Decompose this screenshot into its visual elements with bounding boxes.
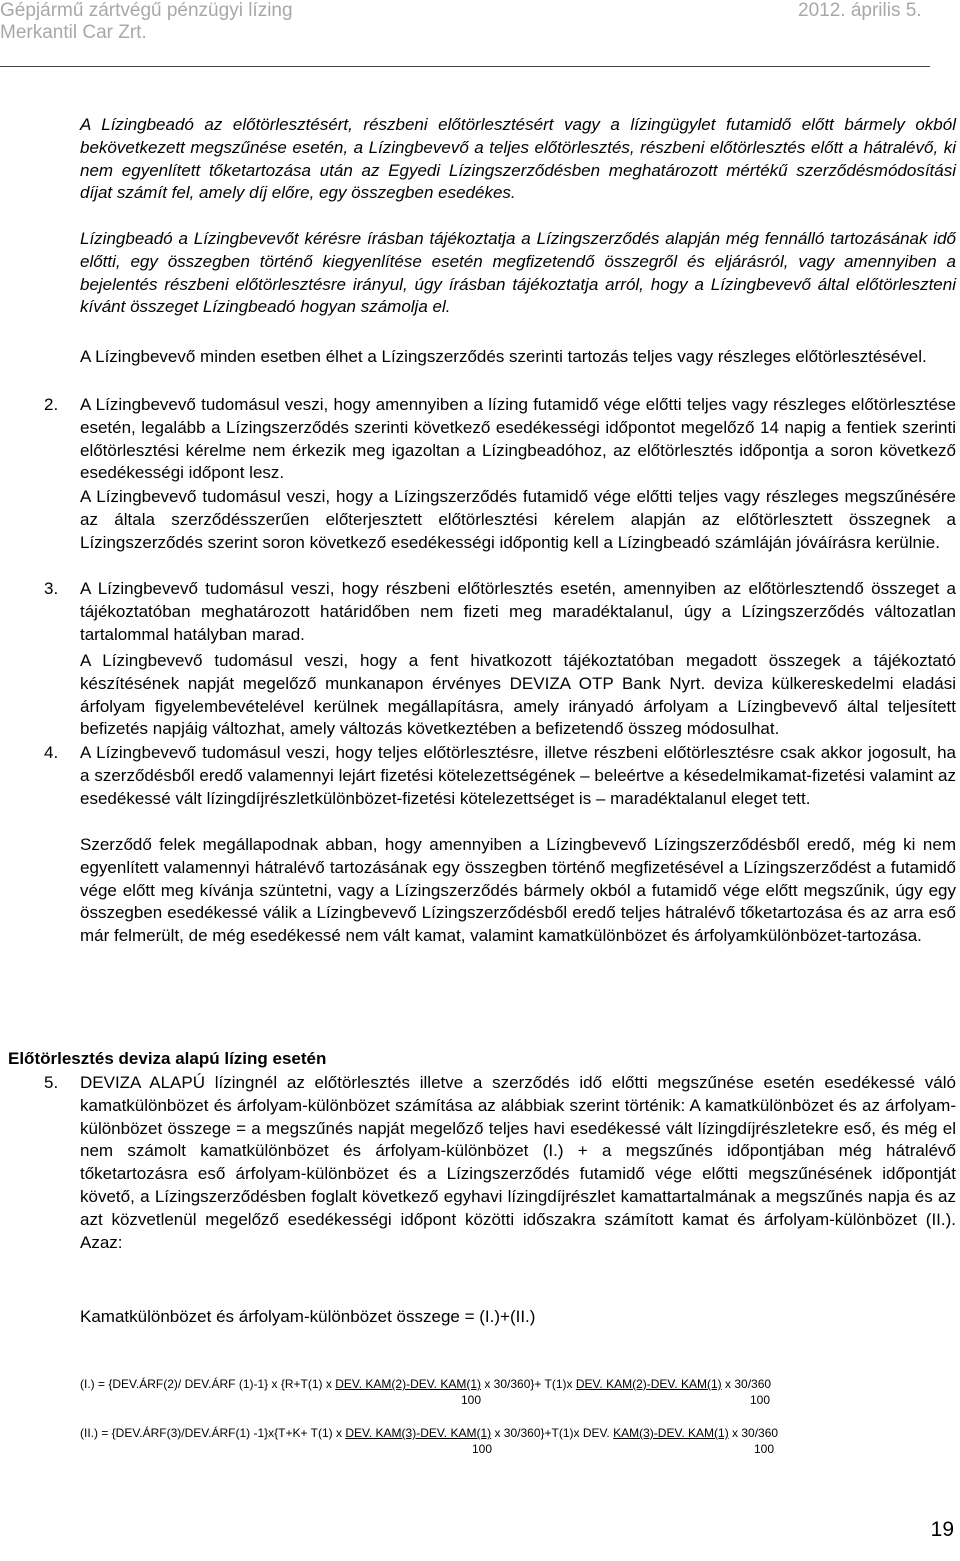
formula-ii-denominator-1: 100: [472, 1442, 493, 1456]
formula-i-part-c: x 30/360}+ T(1)x: [481, 1377, 576, 1391]
intro-paragraph: A Lízingbeadó az előtörlesztésért, részbeni előtörlesztésért vagy a lízingügylet futamidő előtt bármely okból bekövetkezett megszűnése esetén, a Lízingbevevő a teljes előtörlesztés, részbeni előtörlesztés előtt a hátralévő, ki nem egyenlített tőketartozása után az Egyedi Lízingszerződésben meghatározott mértékű szerződésmódosítási díjat számít fel, amely díj előre, egy összegben esedékes.: [80, 115, 956, 203]
formula-i-part-e: x 30/360: [721, 1377, 772, 1391]
formula-ii-part-e: x 30/360: [728, 1426, 779, 1440]
header-title: Gépjármű zártvégű pénzügyi lízing: [0, 0, 293, 21]
formula-ii-denominator-2: 100: [754, 1442, 775, 1456]
item-4-paragraph-b: Szerződő felek megállapodnak abban, hogy amennyiben a Lízingbevevő Lízingszerződésből eredő, még ki nem egyenlített valamennyi hátralévő tartozásának egy összegben történő megfizetésével a Lízingszerződést a futamidő vége előtt meg kívánja szüntetni, vagy a Lízingszerződés bármely okból a futamidő vége előtt megszűnik, úgy egy összegben esedékessé válik a Lízingbevevő Lízingszerződésből eredő teljes hátralévő tőketartozása és az arra eső már felmerült, de még esedékessé nem vált kamat, valamint kamatkülönbözet és árfolyamkülönbözet-tartozása.: [80, 835, 956, 946]
section-heading: Előtörlesztés deviza alapú lízing esetén: [8, 1049, 327, 1068]
formula-ii-numerator-1: DEV. KAM(3)-DEV. KAM(1): [345, 1426, 492, 1440]
item-number-2: 2.: [44, 395, 59, 414]
header-date: 2012. április 5.: [798, 0, 922, 21]
item-number-3: 3.: [44, 579, 59, 598]
header-divider: [0, 66, 930, 67]
formula-i-numerator-2: DEV. KAM(2)-DEV. KAM(1): [575, 1377, 722, 1391]
item-2-paragraph-b: A Lízingbevevő tudomásul veszi, hogy a Lízingszerződés futamidő vége előtti teljes vagy részleges megszűnésére az általa szerződésszerűen előterjesztett előtörlesztési kérelem alapján az előtörlesztett összegnek a Lízingszerződés szerint soron következő esedékességi időpontig kell a Lízingbeadó számláján jóváírásra kerülnie.: [80, 487, 956, 552]
item-3-paragraph-a: A Lízingbevevő tudomásul veszi, hogy részbeni előtörlesztés esetén, amennyiben az előtörlesztendő összeget a tájékoztatóban meghatározott határidőben nem fizeti meg maradéktalanul, úgy a Lízingszerződés változatlan tartalommal hatályban marad.: [80, 579, 956, 644]
formula-i-denominator-2: 100: [750, 1393, 771, 1407]
formula-ii-part-a: (II.) = {DEV.ÁRF(3)/DEV.ÁRF(1) -1}x{T+K+ T(1) x: [80, 1426, 346, 1440]
item-3-paragraph-b: A Lízingbevevő tudomásul veszi, hogy a fent hivatkozott tájékoztatóban megadott összegek a tájékoztató készítésének napját megelőző munkanapon érvényes DEVIZA OTP Bank Nyrt. deviza külkereskedelmi eladási árfolyam figyelembevételével kerülnek megállapításra, amely irányadó árfolyam a Lízingbevevő által teljesített befizetés napjáig változhat, amely változás következtében a befizetendő összeg módosulhat.: [80, 651, 956, 739]
formula-i-part-a: (I.) = {DEV.ÁRF(2)/ DEV.ÁRF (1)-1} x {R+T(1) x: [80, 1377, 336, 1391]
formula-ii-numerator-2: KAM(3)-DEV. KAM(1): [613, 1426, 729, 1440]
formula-ii-part-c: x 30/360}+T(1)x DEV.: [491, 1426, 614, 1440]
page-number: 19: [930, 1518, 954, 1541]
formula-i-numerator-1: DEV. KAM(2)-DEV. KAM(1): [335, 1377, 482, 1391]
item-2-paragraph-a: A Lízingbevevő tudomásul veszi, hogy amennyiben a lízing futamidő vége előtti teljes vagy részleges előtörlesztése esetén, legalább a Lízingszerződés szerinti következő esedékességi időpontot megelőző 14 napig a fentiek szerinti előtörlesztési kérelme nem érkezik meg igazoltan a Lízingbeadóhoz, az előtörlesztés időpontja a soron következő esedékességi időpont lesz.: [80, 395, 956, 483]
item-number-4: 4.: [44, 743, 59, 762]
item-number-5: 5.: [44, 1073, 59, 1092]
info-paragraph: Lízingbeadó a Lízingbevevőt kérésre írásban tájékoztatja a Lízingszerződés alapján még fennálló tartozásának idő előtti, egy összegben történő kiegyenlítése esetén megfizetendő összegről és eljárásról, vagy amennyiben a bejelentés részbeni előtörlesztésre irányul, úgy írásban tájékoztatja arról, hogy a Lízingbevevő által előtörleszteni kívánt összeget Lízingbeadó hogyan számolja el.: [80, 229, 956, 317]
formula-summary: Kamatkülönbözet és árfolyam-különbözet összege = (I.)+(II.): [80, 1307, 536, 1326]
header-company: Merkantil Car Zrt.: [0, 22, 147, 43]
item-5-paragraph: DEVIZA ALAPÚ lízingnél az előtörlesztés illetve a szerződés idő előtti megszűnése esetén esedékessé váló kamatkülönbözet és árfolyam-különbözet számítása az alábbiak szerint történik: A kamatkülönbözet és az árfolyam-különbözet összege = a megszűnés napját megelőző teljes havi esedékessé vált lízingdíjrészletekre eső, és még el nem számolt kamatkülönbözet és árfolyam-különbözet (I.) + a megszűnés időpontjában még hátralévő tőketartozásra eső árfolyam-különbözet és a Lízingszerződés futamidő vége előtti megszűnésének időpontját követő, a Lízingszerződésben foglalt következő egyhavi lízingdíjrészlet kamattartalmának a megszűnés napja és az azt közvetlenül megelőző esedékességi időpont közötti időszakra számított kamat és árfolyam-különbözet (II.). Azaz:: [80, 1073, 956, 1252]
item-4-paragraph-a: A Lízingbevevő tudomásul veszi, hogy teljes előtörlesztésre, illetve részbeni előtörlesztésre csak akkor jogosult, ha a szerződésből eredő valamennyi lejárt fizetési kötelezettségének – beleértve a késedelmikamat-fizetési valamint az esedékessé vált lízingdíjrészletkülönbözet-fizetési kötelezettséget is – maradéktalanul eleget tett.: [80, 743, 956, 808]
formula-ii: [80, 1426, 778, 1440]
formula-i-denominator-1: 100: [461, 1393, 482, 1407]
prepayment-right-paragraph: A Lízingbevevő minden esetben élhet a Lízingszerződés szerinti tartozás teljes vagy részleges előtörlesztésével.: [80, 347, 927, 366]
formula-i: [80, 1377, 771, 1391]
